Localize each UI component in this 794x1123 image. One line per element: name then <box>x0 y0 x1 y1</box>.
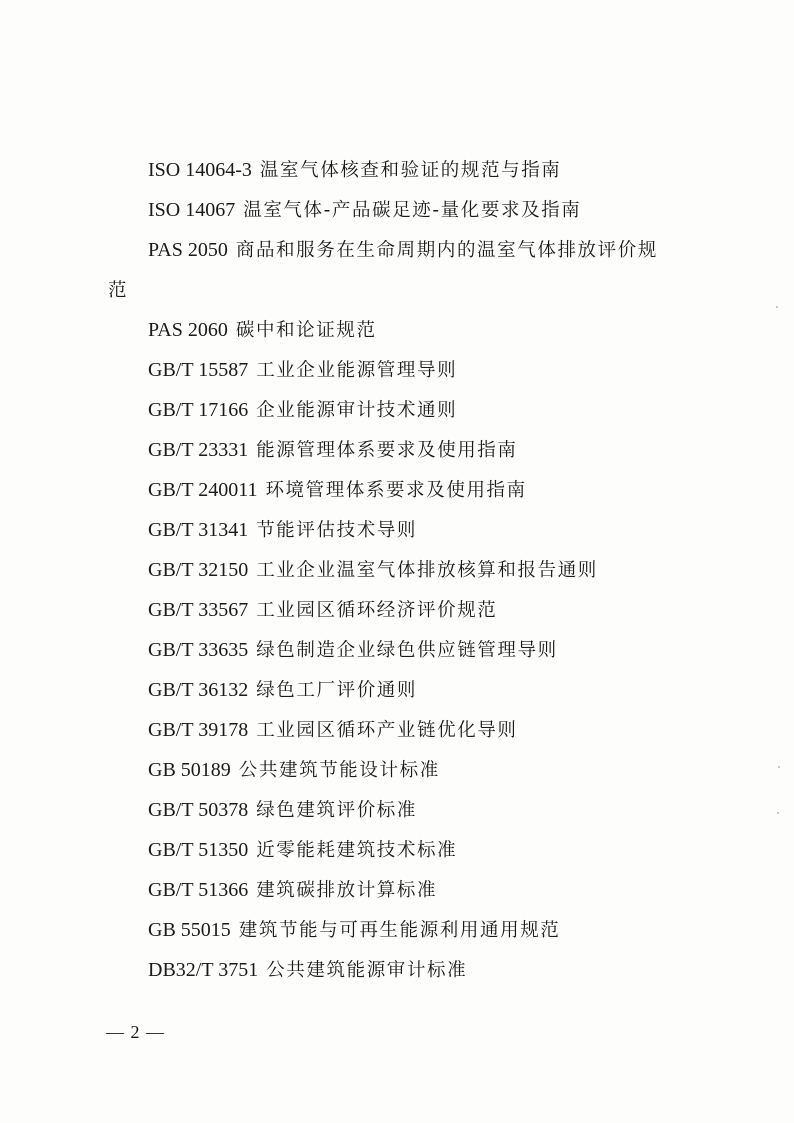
scan-speck <box>778 766 780 768</box>
standard-title: 工业企业能源管理导则 <box>256 360 458 381</box>
standard-title: 绿色制造企业绿色供应链管理导则 <box>256 640 558 661</box>
list-item <box>148 750 440 790</box>
list-item <box>148 350 457 390</box>
standard-title: 温室气体-产品碳足迹-量化要求及指南 <box>243 200 582 221</box>
standard-code: GB/T 32150 <box>148 559 249 581</box>
standard-title: 企业能源审计技术通则 <box>256 400 458 421</box>
standard-code: PAS 2060 <box>148 319 228 341</box>
list-item <box>148 870 437 910</box>
standard-code: DB32/T 3751 <box>148 959 259 981</box>
standard-code: GB/T 36132 <box>148 679 249 701</box>
scan-speck <box>776 306 778 308</box>
list-item <box>148 390 457 430</box>
standard-title: 环境管理体系要求及使用指南 <box>265 480 527 501</box>
standard-code: GB/T 33567 <box>148 599 249 621</box>
standard-title-continuation: 范 <box>108 280 129 301</box>
standard-code: GB/T 23331 <box>148 439 249 461</box>
standard-code: GB/T 31341 <box>148 519 249 541</box>
list-item <box>148 430 518 470</box>
standard-code: GB/T 39178 <box>148 719 249 741</box>
standard-code: GB/T 51350 <box>148 839 249 861</box>
standard-code: PAS 2050 <box>148 239 228 261</box>
standard-title: 绿色工厂评价通则 <box>256 680 418 701</box>
list-item <box>148 150 561 190</box>
standard-title: 公共建筑节能设计标准 <box>238 760 440 781</box>
standard-code: ISO 14064-3 <box>148 159 252 181</box>
standard-code: GB/T 51366 <box>148 879 249 901</box>
list-item <box>148 310 377 350</box>
list-item-continuation <box>108 270 128 310</box>
standard-code: GB 55015 <box>148 919 231 941</box>
standard-title: 近零能耗建筑技术标准 <box>256 840 458 861</box>
standard-title: 商品和服务在生命周期内的温室气体排放评价规 <box>235 240 658 261</box>
list-item <box>148 790 417 830</box>
standard-code: GB/T 240011 <box>148 479 258 501</box>
list-item <box>148 670 417 710</box>
list-item <box>148 710 518 750</box>
list-item <box>148 910 560 950</box>
standard-title: 工业园区循环产业链优化导则 <box>256 720 518 741</box>
page-number: — 2 — <box>106 1022 165 1042</box>
standard-title: 温室气体核查和验证的规范与指南 <box>259 160 562 181</box>
scan-speck <box>777 812 779 814</box>
standard-title: 公共建筑能源审计标准 <box>266 960 468 981</box>
standard-title: 能源管理体系要求及使用指南 <box>256 440 518 461</box>
standard-code: GB/T 15587 <box>148 359 249 381</box>
standard-title: 工业园区循环经济评价规范 <box>256 600 498 621</box>
list-item <box>148 950 467 990</box>
list-item <box>148 190 581 230</box>
standard-title: 节能评估技术导则 <box>256 520 418 541</box>
standard-title: 工业企业温室气体排放核算和报告通则 <box>256 560 598 581</box>
standard-code: GB/T 17166 <box>148 399 249 421</box>
standard-code: GB/T 50378 <box>148 799 249 821</box>
list-item <box>148 510 417 550</box>
standard-code: ISO 14067 <box>148 199 236 221</box>
standard-title: 建筑节能与可再生能源利用通用规范 <box>238 920 561 941</box>
list-item <box>148 830 457 870</box>
list-item <box>148 630 558 670</box>
list-item <box>148 230 658 270</box>
list-item <box>148 470 527 510</box>
list-item <box>148 590 497 630</box>
list-item <box>148 550 598 590</box>
standard-code: GB/T 33635 <box>148 639 249 661</box>
standard-title: 碳中和论证规范 <box>235 320 377 341</box>
standard-code: GB 50189 <box>148 759 231 781</box>
standard-title: 绿色建筑评价标准 <box>256 800 418 821</box>
standard-title: 建筑碳排放计算标准 <box>256 880 438 901</box>
